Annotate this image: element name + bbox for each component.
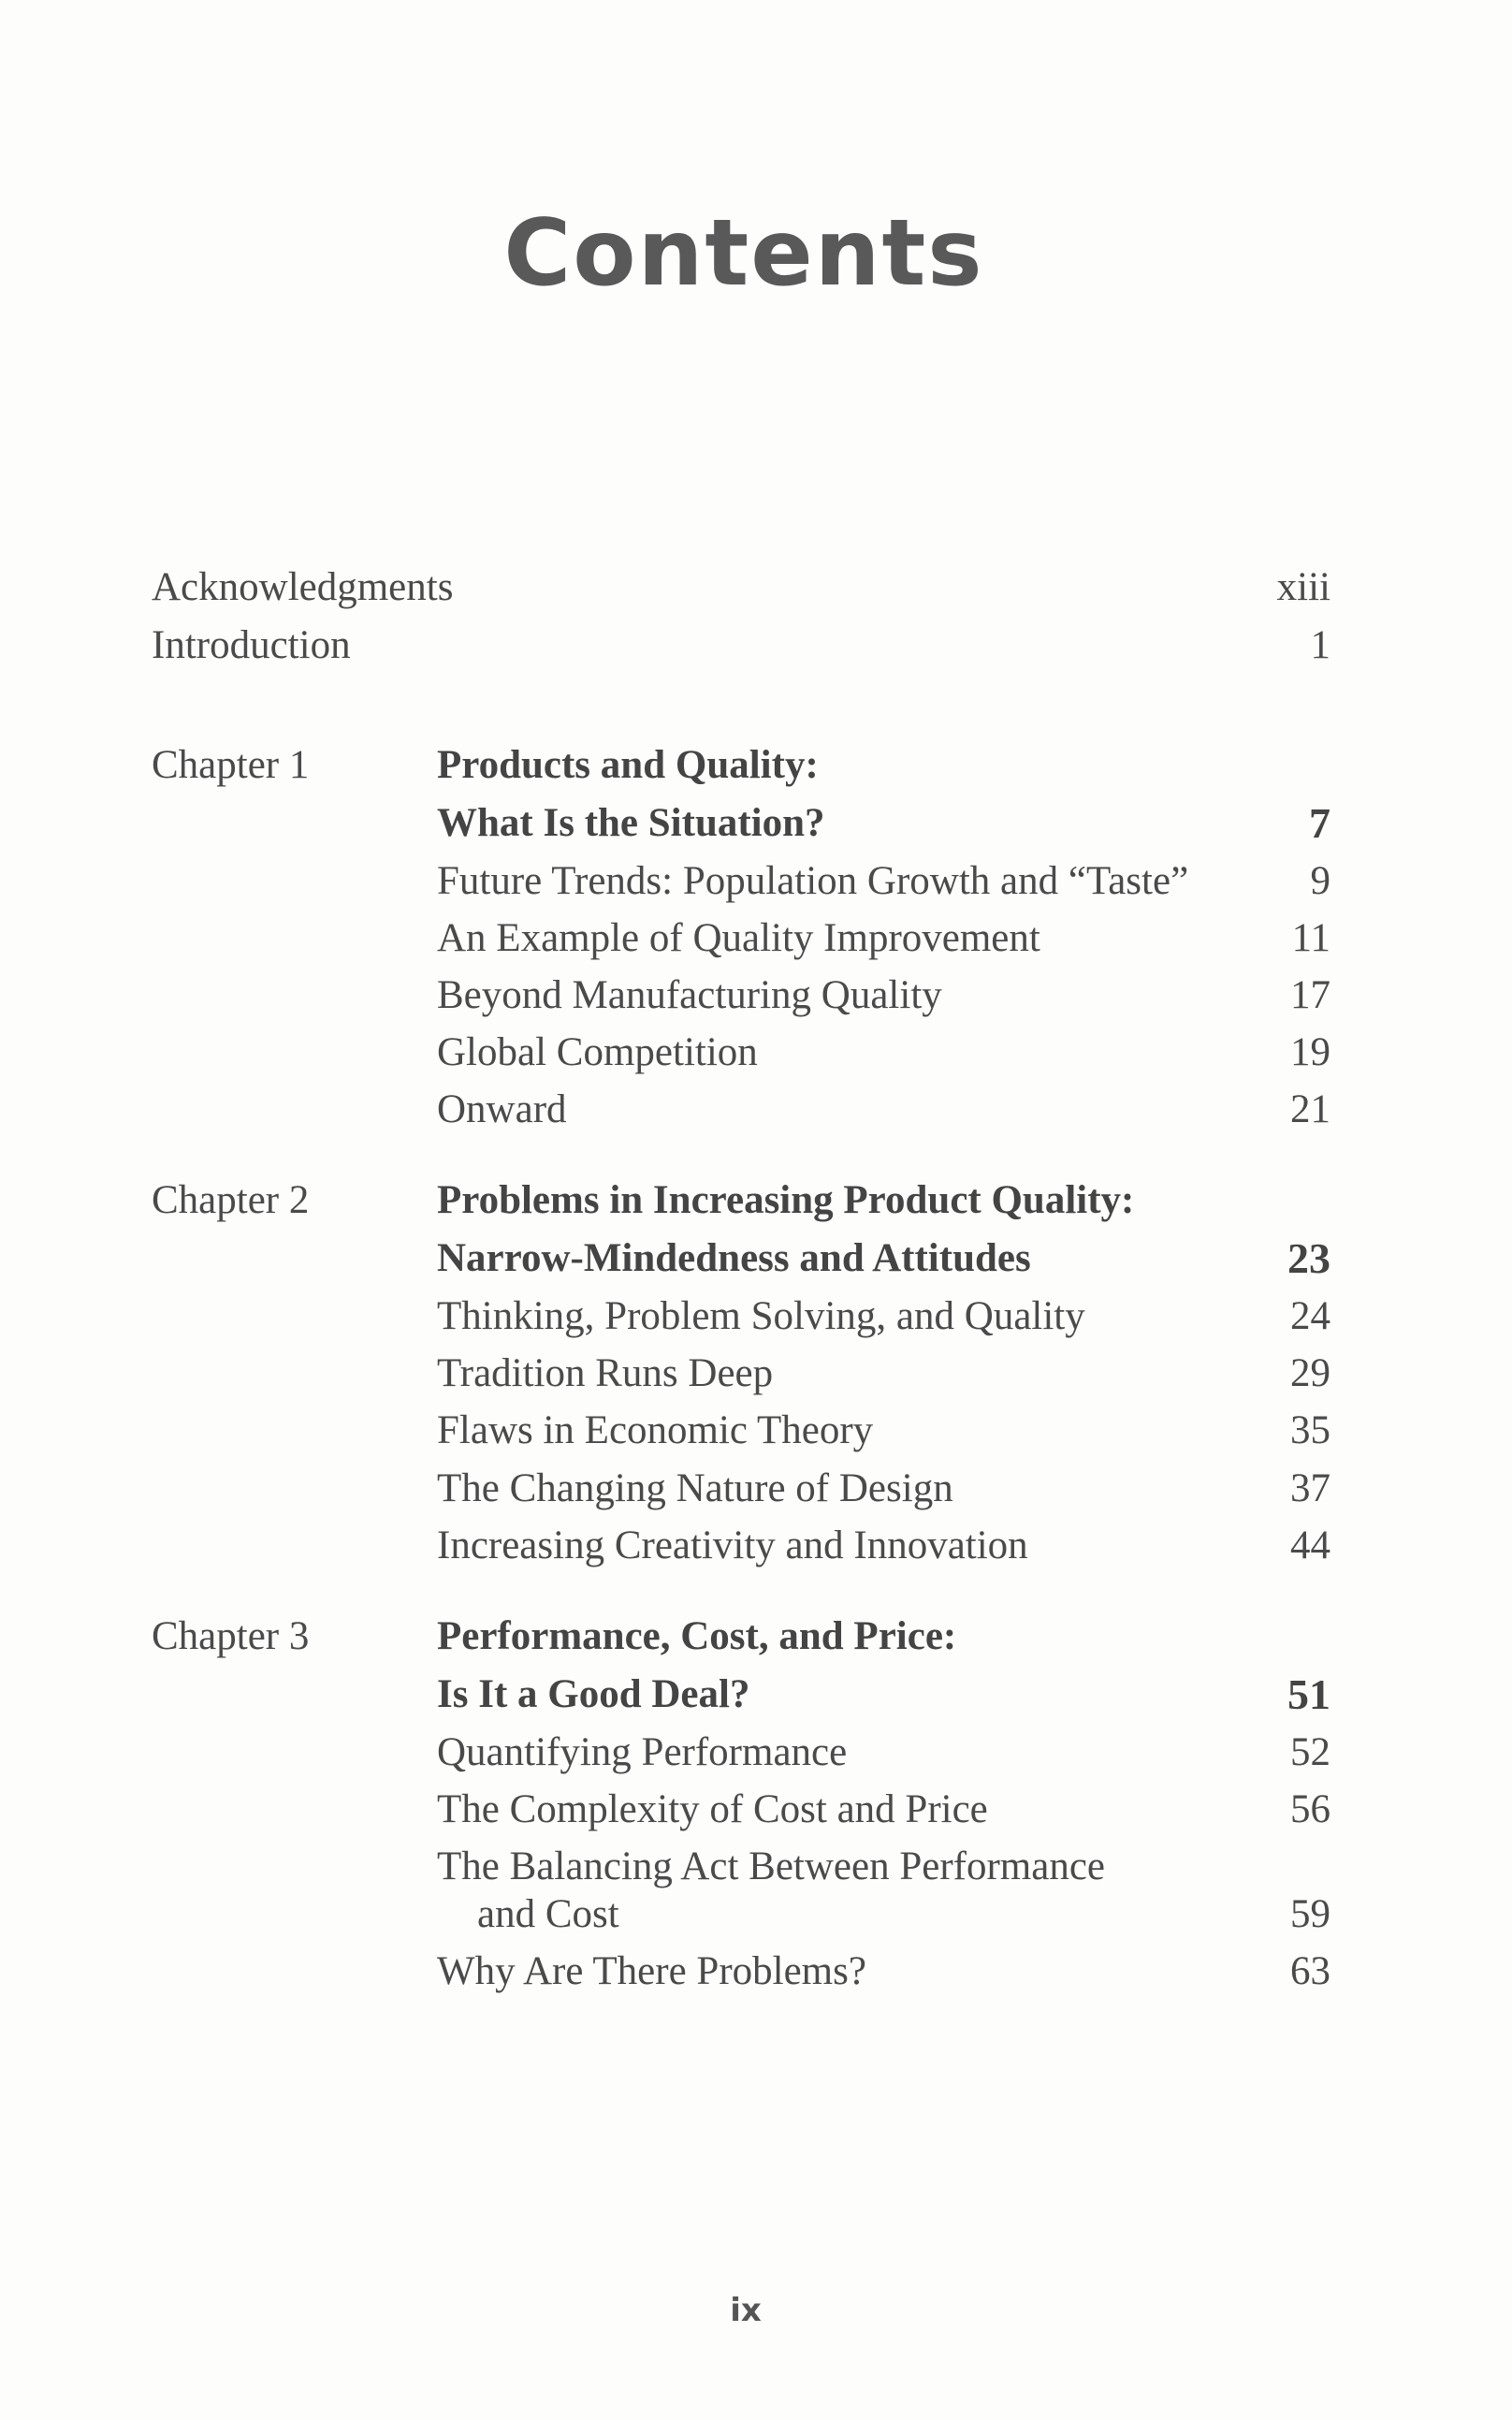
toc-section[interactable] [0,1946,1512,1998]
section-page-number: 29 [1290,1351,1330,1395]
toc-entry-introduction[interactable] [0,620,1512,672]
chapter-1-heading[interactable] [0,739,1512,792]
chapter-title-line1: Products and Quality: [437,743,819,787]
chapter-title-line1: Performance, Cost, and Price: [437,1614,957,1658]
section-title: Thinking, Problem Solving, and Quality [437,1294,1085,1338]
section-title: The Complexity of Cost and Price [437,1787,988,1831]
section-page-number: 63 [1290,1949,1330,1993]
section-title: The Changing Nature of Design [437,1466,953,1510]
toc-section[interactable] [0,855,1512,908]
section-page-number: 19 [1290,1030,1330,1074]
chapter-title-line2: Narrow-Mindedness and Attitudes [437,1236,1031,1280]
section-title: An Example of Quality Improvement [437,916,1040,960]
section-page-number: 21 [1290,1087,1330,1131]
chapter-label: Chapter 1 [152,743,310,787]
section-page-number: 24 [1290,1294,1330,1338]
section-page-number: 59 [1290,1892,1330,1936]
toc-section[interactable] [0,1841,1512,1893]
toc-section[interactable] [0,1463,1512,1515]
section-page-number: 44 [1290,1523,1330,1567]
chapter-label: Chapter 2 [152,1178,310,1222]
toc-section[interactable] [0,1348,1512,1400]
chapter-title-line1: Problems in Increasing Product Quality: [437,1178,1135,1222]
section-page-number: 56 [1290,1787,1330,1831]
chapter-title-line2: What Is the Situation? [437,801,825,845]
section-title: Global Competition [437,1030,758,1074]
toc-section[interactable] [0,1520,1512,1572]
section-title: Quantifying Performance [437,1730,848,1774]
toc-section[interactable] [0,1784,1512,1836]
toc-section[interactable] [0,912,1512,965]
chapter-1-heading-cont[interactable] [0,797,1512,850]
section-title-continued: and Cost [477,1892,619,1936]
section-title: Future Trends: Population Growth and “Taste” [437,859,1189,903]
section-title: Beyond Manufacturing Quality [437,973,942,1017]
toc-entry-acknowledgments[interactable] [0,561,1512,614]
section-title: The Balancing Act Between Performance [437,1844,1105,1888]
toc-section[interactable] [0,1027,1512,1079]
toc-section-cont[interactable] [0,1888,1512,1941]
section-title: Flaws in Economic Theory [437,1408,874,1452]
toc-entry-label: Acknowledgments [152,565,454,609]
toc-entry-label: Introduction [152,623,351,667]
section-page-number: 17 [1290,973,1330,1017]
toc-page-number: 1 [1310,623,1330,667]
section-page-number: 11 [1291,916,1330,960]
chapter-2-heading-cont[interactable] [0,1232,1512,1285]
toc-section[interactable] [0,1290,1512,1343]
chapter-page-number: 51 [1287,1670,1330,1718]
chapter-3-heading[interactable] [0,1611,1512,1663]
section-page-number: 52 [1290,1730,1330,1774]
toc-section[interactable] [0,969,1512,1022]
section-title: Tradition Runs Deep [437,1351,774,1395]
page-folio: ix [730,2292,762,2329]
chapter-2-heading[interactable] [0,1174,1512,1227]
toc-page-number: xiii [1276,565,1330,609]
chapter-page-number: 23 [1287,1234,1330,1282]
section-title: Increasing Creativity and Innovation [437,1523,1028,1567]
section-title: Onward [437,1087,567,1131]
chapter-label: Chapter 3 [152,1614,310,1658]
section-page-number: 9 [1310,859,1330,903]
chapter-page-number: 7 [1309,799,1330,847]
section-page-number: 37 [1290,1466,1330,1510]
toc-section[interactable] [0,1405,1512,1457]
toc-section[interactable] [0,1727,1512,1779]
chapter-title-line2: Is It a Good Deal? [437,1672,750,1716]
chapter-3-heading-cont[interactable] [0,1669,1512,1721]
page-title: Contents [503,200,984,307]
section-title: Why Are There Problems? [437,1949,866,1993]
toc-section[interactable] [0,1084,1512,1136]
section-page-number: 35 [1290,1408,1330,1452]
